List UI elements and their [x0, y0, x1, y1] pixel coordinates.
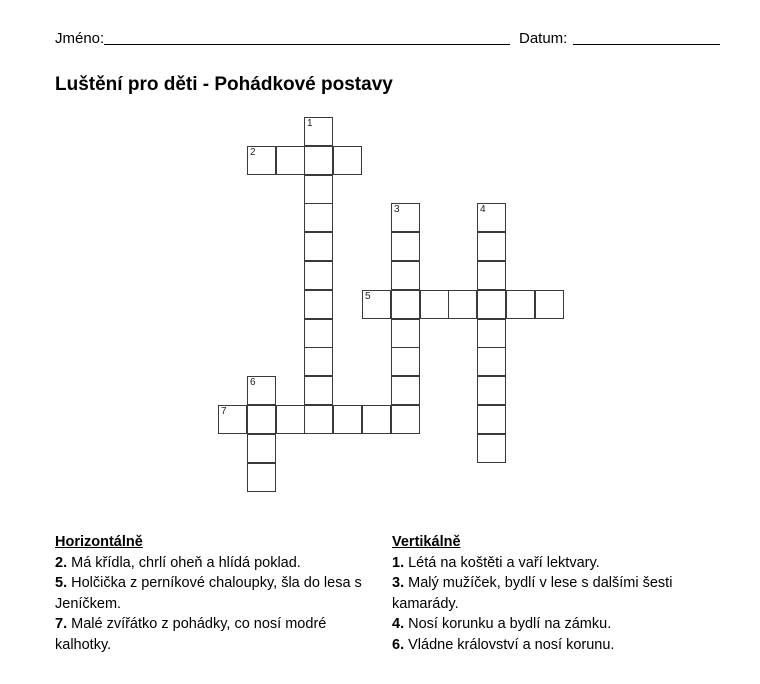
crossword-cell[interactable]: [391, 261, 420, 290]
cell-number: 6: [250, 377, 256, 388]
clue-across-5: 5. Holčička z perníkové chaloupky, šla do lesa s Jeníčkem.: [55, 575, 362, 612]
crossword-cell[interactable]: [304, 319, 333, 348]
cell-number: 1: [307, 118, 313, 129]
name-line[interactable]: [104, 44, 510, 45]
clues-down-heading: Vertikálně: [392, 534, 461, 550]
crossword-cell[interactable]: [391, 347, 420, 376]
crossword-cell[interactable]: [477, 290, 506, 319]
crossword-cell[interactable]: [391, 405, 420, 434]
crossword-cell[interactable]: [535, 290, 564, 319]
crossword-cell[interactable]: [420, 290, 449, 319]
crossword-cell[interactable]: [391, 203, 420, 232]
clue-down-1: 1. Létá na koštěti a vaří lektvary.: [392, 554, 600, 571]
crossword-cell[interactable]: [247, 463, 276, 492]
clue-down-6: 6. Vládne království a nosí korunu.: [392, 636, 615, 653]
crossword-cell[interactable]: [304, 146, 333, 175]
crossword-cell[interactable]: [362, 405, 391, 434]
cell-number: 2: [250, 147, 256, 158]
crossword-cell[interactable]: [276, 405, 305, 434]
crossword-cell[interactable]: [304, 203, 333, 232]
clue-across-7: 7. Malé zvířátko z pohádky, co nosí modré kalhotky.: [55, 616, 327, 653]
clue-across-2: 2. Má křídla, chrlí oheň a hlídá poklad.: [55, 554, 301, 571]
crossword-cell[interactable]: [391, 376, 420, 405]
crossword-cell[interactable]: [477, 319, 506, 348]
crossword-cell[interactable]: [477, 405, 506, 434]
crossword-cell[interactable]: [304, 376, 333, 405]
crossword-cell[interactable]: [333, 405, 362, 434]
crossword-cell[interactable]: [477, 232, 506, 261]
cell-number: 5: [365, 291, 371, 302]
name-label: Jméno:: [55, 30, 105, 47]
crossword-cell[interactable]: [391, 319, 420, 348]
crossword-cell[interactable]: [506, 290, 535, 319]
cell-number: 4: [480, 204, 486, 215]
crossword-cell[interactable]: [391, 290, 420, 319]
crossword-cell[interactable]: [477, 261, 506, 290]
crossword-cell[interactable]: [477, 203, 506, 232]
crossword-cell[interactable]: [391, 232, 420, 261]
clues-across-heading: Horizontálně: [55, 534, 143, 550]
crossword-cell[interactable]: [304, 175, 333, 204]
clues-across: [55, 532, 385, 655]
crossword-cell[interactable]: [218, 405, 247, 434]
crossword-cell[interactable]: [477, 434, 506, 463]
crossword-cell[interactable]: [304, 117, 333, 146]
crossword-cell[interactable]: [333, 146, 362, 175]
crossword-cell[interactable]: [477, 376, 506, 405]
crossword-cell[interactable]: [304, 290, 333, 319]
date-label: Datum:: [519, 30, 568, 47]
crossword-cell[interactable]: [276, 146, 305, 175]
crossword-cell[interactable]: [247, 405, 276, 434]
page-title: Luštění pro děti - Pohádkové postavy: [55, 74, 393, 95]
crossword-cell[interactable]: [477, 347, 506, 376]
crossword-cell[interactable]: [247, 434, 276, 463]
crossword-cell[interactable]: [304, 347, 333, 376]
crossword-cell[interactable]: [448, 290, 477, 319]
crossword-cell[interactable]: [247, 376, 276, 405]
clue-down-3: 3. Malý mužíček, bydlí v lese s dalšími šesti kamarády.: [392, 575, 673, 612]
crossword-cell[interactable]: [247, 146, 276, 175]
clues-down: [392, 532, 722, 655]
cell-number: 3: [394, 204, 400, 215]
crossword-cell[interactable]: [304, 405, 333, 434]
clue-down-4: 4. Nosí korunku a bydlí na zámku.: [392, 616, 612, 632]
cell-number: 7: [221, 406, 227, 417]
date-line[interactable]: [573, 44, 720, 45]
crossword-cell[interactable]: [362, 290, 391, 319]
crossword-cell[interactable]: [304, 232, 333, 261]
crossword-cell[interactable]: [304, 261, 333, 290]
